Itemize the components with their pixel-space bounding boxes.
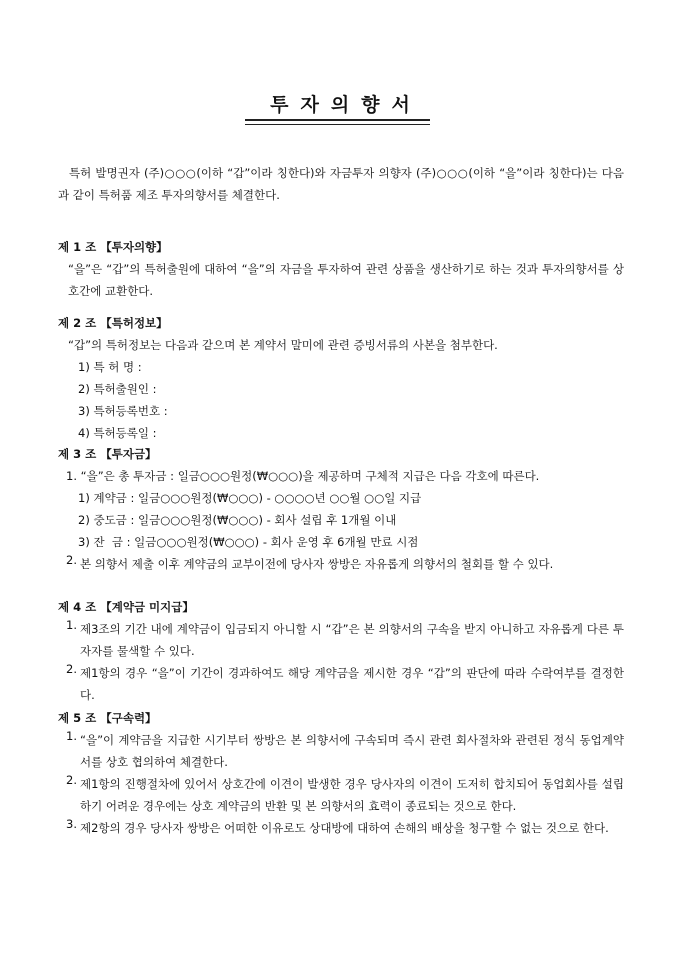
article-heading: 제 3 조 【투자금】: [58, 447, 157, 461]
list-item: [58, 729, 624, 773]
list-item: [58, 817, 624, 839]
patent-reg-date-line: 4) 특허등록일 :: [78, 426, 157, 440]
patent-reg-number-line: 3) 특허등록번호 :: [78, 404, 168, 418]
item-number: 1.: [66, 618, 77, 632]
item-text: “을”이 계약금을 지급한 시기부터 쌍방은 본 의향서에 구속되며 즉시 관련 회사절차와 관련된 정식 동업계약서를 상호 협의하여 체결한다.: [80, 733, 624, 769]
article-3: [58, 443, 624, 575]
article-1: [58, 236, 624, 302]
item-number: 2.: [66, 662, 77, 676]
patent-applicant-line: 2) 특허출원인 :: [78, 382, 157, 396]
list-item: [58, 662, 624, 706]
article-heading: 제 2 조 【특허정보】: [58, 316, 168, 330]
article-heading: 제 1 조 【투자의향】: [58, 240, 168, 254]
item-number: 2.: [66, 773, 77, 787]
article-5: [58, 707, 624, 839]
item-number: 1.: [66, 729, 77, 743]
article-4: [58, 596, 624, 706]
title-underline-thick: [245, 119, 430, 121]
intro-paragraph: 특허 발명권자 (주)○○○(이하 “갑”이라 칭한다)와 자금투자 의향자 (주)○○○(이하 “을”이라 칭한다)는 다음과 같이 특허품 제조 투자의향서를 체결한다.: [58, 166, 624, 202]
article-heading: 제 4 조 【계약금 미지급】: [58, 600, 194, 614]
item-number: 3.: [66, 817, 77, 831]
interim-payment-line: 2) 중도금 : 일금○○○원정(₩○○○) - 회사 설립 후 1개월 이내: [78, 513, 397, 527]
item-text: 제1항의 진행절차에 있어서 상호간에 이견이 발생한 경우 당사자의 이견이 도저히 합치되어 동업회사를 설립하기 어려운 경우에는 상호 계약금의 반환 및 본 의향서의 효력이 종료되는 것으로 한다.: [80, 777, 624, 813]
item-text: 본 의향서 제출 이후 계약금의 교부이전에 당사자 쌍방은 자유롭게 의향서의 철회를 할 수 있다.: [80, 557, 554, 571]
article-2: [58, 312, 624, 444]
item-number: 2.: [66, 553, 77, 567]
article-body: “을”은 “갑”의 특허출원에 대하여 “을”의 자금을 투자하여 관련 상품을 생산하기로 하는 것과 투자의향서를 상호간에 교환한다.: [68, 262, 624, 298]
list-item: [58, 618, 624, 662]
item-text: 제2항의 경우 당사자 쌍방은 어떠한 이유로도 상대방에 대하여 손해의 배상을 청구할 수 없는 것으로 한다.: [80, 821, 609, 835]
title-block: [0, 90, 680, 121]
investment-item-1: 1. “을”은 총 투자금 : 일금○○○원정(₩○○○)을 제공하며 구체적 지급은 다음 각호에 따른다.: [66, 469, 540, 483]
balance-payment-line: 3) 잔 금 : 일금○○○원정(₩○○○) - 회사 운영 후 6개월 만료 시점: [78, 535, 419, 549]
down-payment-line: 1) 계약금 : 일금○○○원정(₩○○○) - ○○○○년 ○○월 ○○일 지급: [78, 491, 422, 505]
document-title: 투자의향서: [270, 94, 422, 116]
title-underline-thin: [245, 124, 430, 125]
article-heading: 제 5 조 【구속력】: [58, 711, 157, 725]
item-text: 제3조의 기간 내에 계약금이 입금되지 아니할 시 “갑”은 본 의향서의 구속을 받지 아니하고 자유롭게 다른 투자자를 물색할 수 있다.: [80, 622, 624, 658]
list-item: [58, 773, 624, 817]
investment-item-2: [58, 553, 624, 575]
article-body: “갑”의 특허정보는 다음과 같으며 본 계약서 말미에 관련 증빙서류의 사본을 첨부한다.: [68, 338, 498, 352]
patent-name-line: 1) 특 허 명 :: [78, 360, 142, 374]
item-text: 제1항의 경우 “을”이 기간이 경과하여도 해당 계약금을 제시한 경우 “갑”의 판단에 따라 수락여부를 결정한다.: [80, 666, 624, 702]
